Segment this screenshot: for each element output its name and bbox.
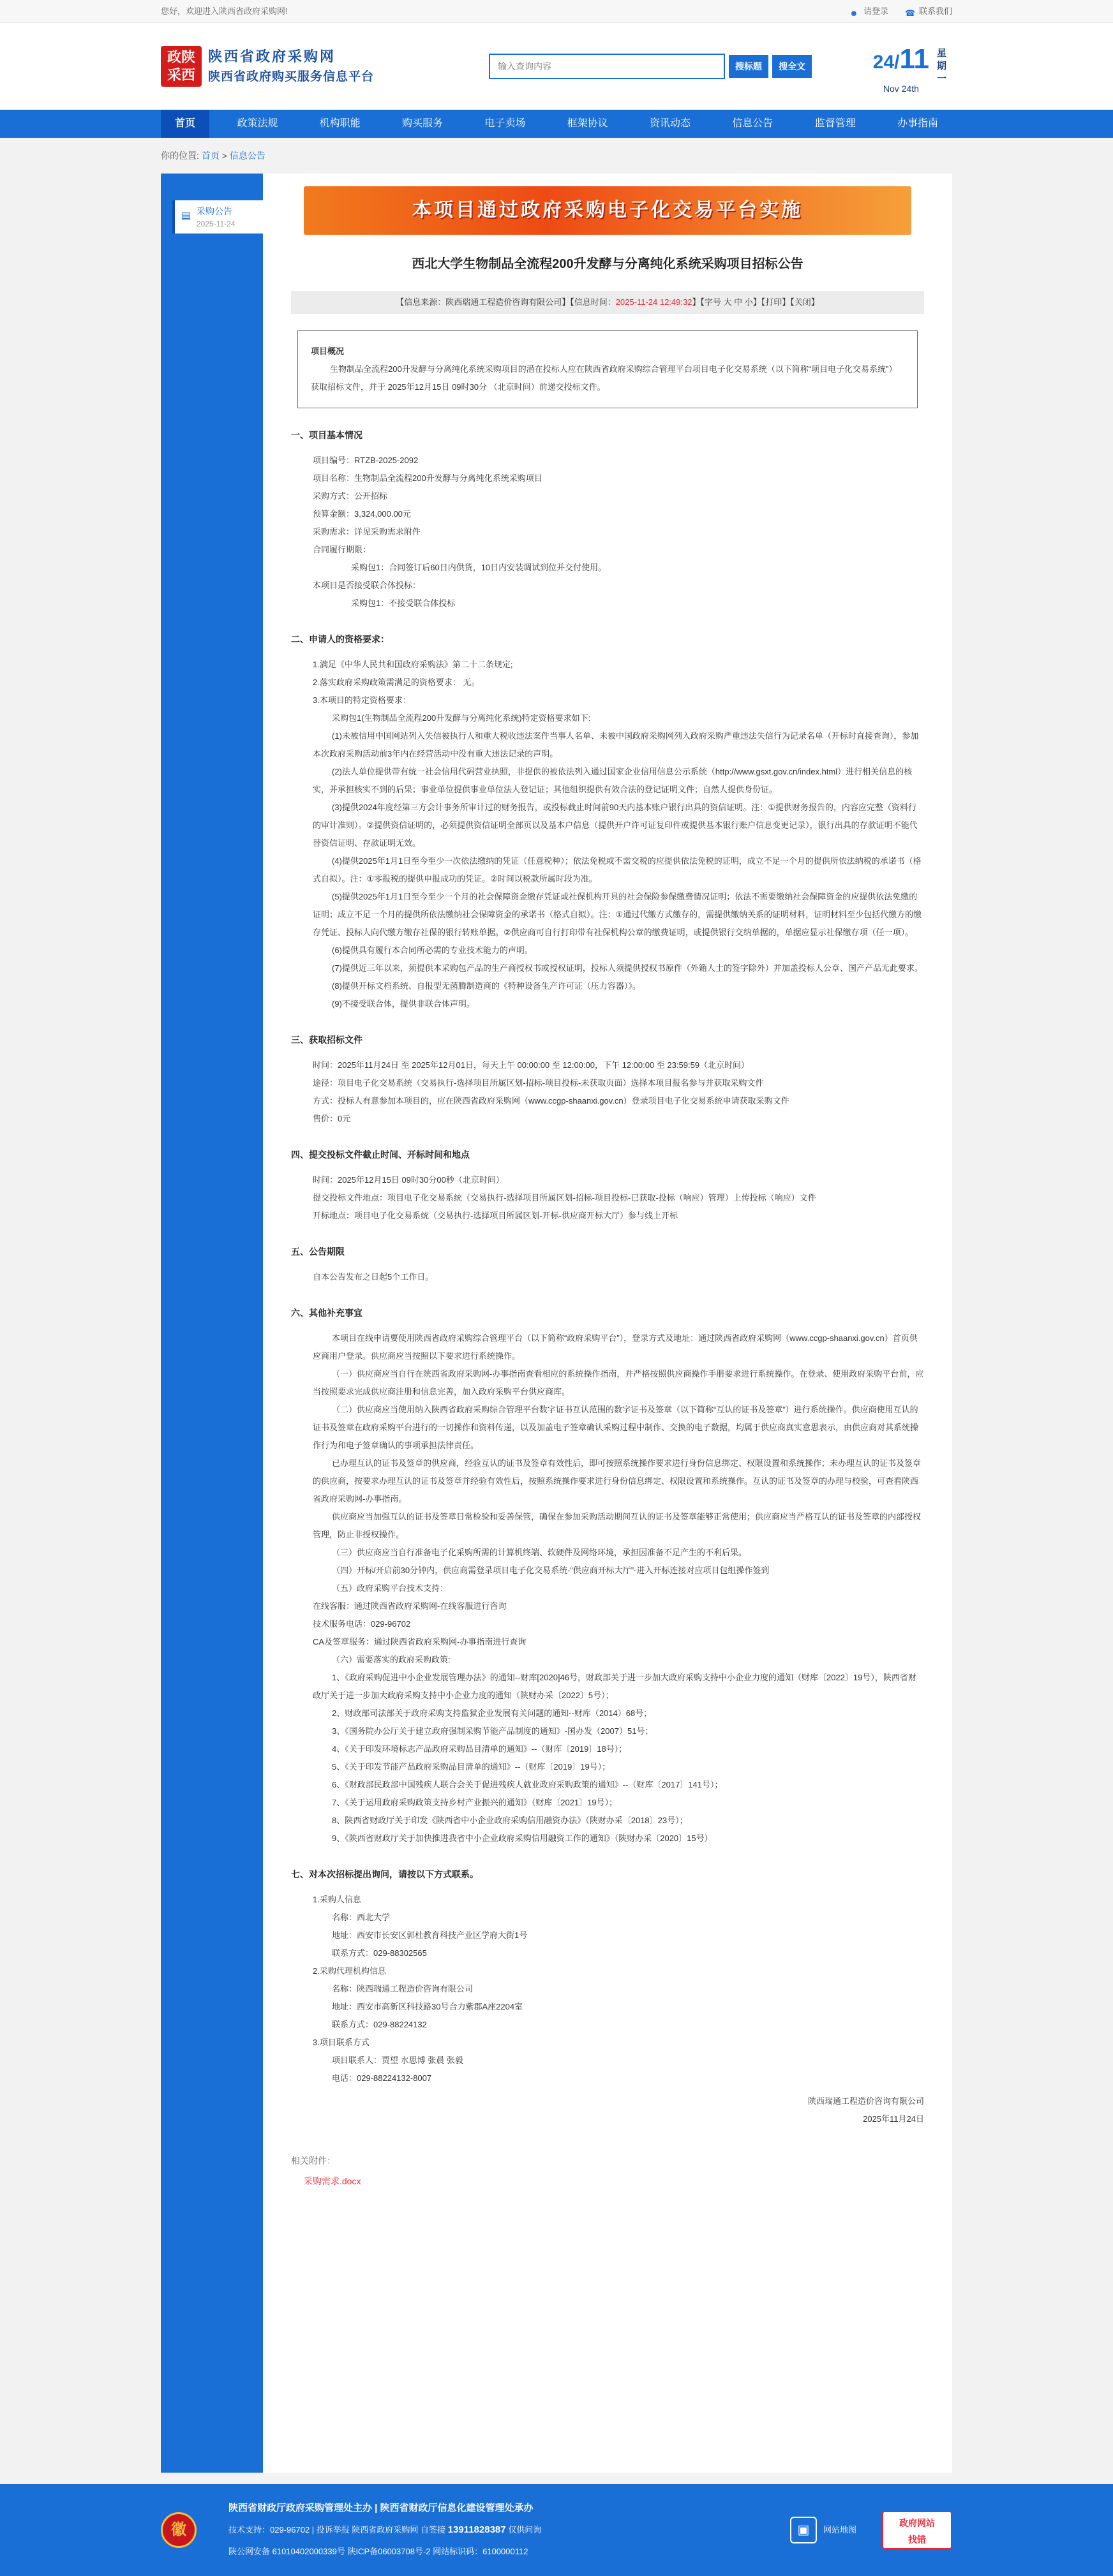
section-get-docs: 三、获取招标文件 时间：2025年11月24日 至 2025年12月01日，每天上午 00:00:00 至 12:00:00，下午 12:00:00 至 23:59:59（北京时间） 途径：项目电子化交易系统（交易执行-选择项目所属区划-招标-项目投标-未获取页面）选择本项目报名参与并获取采购文件 方式：投标人有意参加本项目的，应在陕西省政府采购网（www.ccgp-shaanxi.gov.cn）登录项目电子化交易系统申请获取采购文件 售价：0元	[291, 1031, 924, 1128]
nav-item[interactable]: 资讯动态	[649, 118, 691, 129]
date-day: 11	[899, 43, 929, 75]
section-qualifications: 二、申请人的资格要求： 1.满足《中华人民共和国政府采购法》第二十二条规定; 2.落实政府采购政策需满足的资格要求： 无。 3.本项目的特定资格要求： 采购包1(生物制品全流程200升发酵与分离纯化系统)特定资格要求如下: (1)未被信用中国网站列入失信被执行人和重大税收违法案件当事人名单、未被中国政府采购网列入政府采购严重违法失信行为记录名单（开标时直接查询），参加本次政府采购活动前3年内在经营活动中没有重大违法记录的声明。 (2)法人单位提供带有统一社会信用代码营业执照，非提供的被依法列入通过国家企业信用信息公示系统（http://www.gsxt.gov.cn/index.html）进行相关信息的核实，并承担核实不到的后果；事业单位提供事业单位法人登记证；其他组织提供有效合法的登记证明文件；自然人提供身份证。 (3)提供2024年度经第三方会计事务所审计过的财务报告，或投标截止时间前90天内基本账户银行出具的资信证明。注：①提供财务报告的，内容应完整（资料行的审计准则）。②提供资信证明的，必须提供资信证明全部页以及基本户信息（提供开户许可证复印件或提供基本银行账户信息变更记录），银行出具的存款证明不能代替资信证明、存款证明无效。 (4)提供2025年1月1日至今至少一次依法缴纳的凭证（任意税种）；依法免税或不需交税的应提供依法免税的证明，成立不足一个月的提供所依法纳税的承诺书（格式自拟）。注：①零报税的提供申报成功的凭证。②时间以税款所属时段为准。 (5)提供2025年1月1日至今至少一个月的社会保障资金缴存凭证或社保机构开具的社会保险参保缴费情况证明；依法不需要缴纳社会保障资金的应提供依法免缴的证明；成立不足一个月的提供所依法缴纳社会保障资金的承诺书（格式自拟）。注：①通过代缴方式缴存的，需提供缴纳关系的证明材料，证明材料至少包括代缴方的缴存凭证、投标人向代缴方缴存社保的银行转账单据。②供应商可自行打印带有社保机构公章的缴费证明，或提供银行交纳单据的，单据应显示社保缴存项（任一项）。 (6)提供具有履行本合同所必需的专业技术能力的声明。 (7)提供近三年以来，须提供本采购包产品的生产商授权书或授权证明，投标人须提供授权书原件（外籍人士的签字除外）并加盖投标人公章、国产产品无此要求。 (8)提供开标文档系统、自报型无菌腾制造商的《特种设备生产许可证（压力容器）》。 (9)不接受联合体，提供非联合体声明。	[291, 630, 924, 1013]
qualification-line: 2.落实政府采购政策需满足的资格要求： 无。	[313, 677, 480, 687]
search-input[interactable]	[489, 54, 725, 79]
nav-item[interactable]: 机构职能	[319, 118, 361, 129]
support-line: 在线客服：通过陕西省政府采购网-在线客服进行咨询	[313, 1601, 507, 1611]
site-logo[interactable]	[161, 45, 374, 87]
breadcrumb-sep: >	[221, 151, 227, 161]
sign-date: 2025年11月24日	[863, 2114, 924, 2124]
paragraph: 已办理互认的证书及签章的供应商，经验互认的证书及签章有效性后，即可按照系统操作要求进行身份信息绑定、权限设置和系统操作；未办理互认的证书及签章的供应商，按要求办理互认的证书及签章并经验有效性后，按照系统操作要求进行身份信息绑定、权限设置和系统操作。互认的证书及签章的办理与校验，可查看陕西省政府采购网-办事指南。	[313, 1458, 922, 1504]
date-en: Nov 24th	[883, 84, 919, 94]
qualification-line: 3.本项目的特定资格要求：	[313, 695, 411, 705]
nav-item[interactable]: 首页	[161, 110, 209, 138]
nav-item[interactable]: 监督管理	[814, 118, 856, 129]
site-name: 陕西省政府采购网	[208, 48, 336, 65]
welcome-text: 您好，欢迎进入陕西省政府采购网!	[161, 6, 288, 16]
project-summary: 项目概况 生物制品全流程200升发酵与分离纯化系统采购项目的潜在投标人应在陕西省政府采购综合管理平台项目电子化交易系统（以下简称“项目电子化交易系统”）获取招标文件，并于 2025年12月15日 09时30分 （北京时间）前递交投标文件。	[297, 330, 918, 408]
info-line: 合同履行期限：	[313, 545, 371, 554]
info-line: 提交投标文件地点：项目电子化交易系统（交易执行-选择项目所属区划-招标-项目投标-已获取-投标（响应）管理）上传投标（响应）文件	[313, 1193, 816, 1203]
page-title: 西北大学生物制品全流程200升发酵与分离纯化系统采购项目招标公告	[412, 257, 803, 271]
contact-line: 名称：陕西瑞通工程造价咨询有限公司	[332, 1984, 474, 1994]
login-link[interactable]: ☻ 请登录	[849, 6, 888, 18]
info-line: 采购方式：公开招标	[313, 491, 388, 501]
section-contact: 七、对本次招标提出询问，请按以下方式联系。 1.采购人信息 名称：西北大学 地址：西安市长安区郭杜教育科技产业区学府大街1号 联系方式：029-88302565 2.采购代理机构信息 名称：陕西瑞通工程造价咨询有限公司 地址：西安市高新区科技路30号合力紫郡A座2204室 联系方式：029-88224132 3.项目联系方式 项目联系人：贾望 水思博 张晨 张毅 电话：029-88224132-8007 陕西瑞通工程造价咨询有限公司 2025年11月24日	[291, 1865, 924, 2128]
qualification-line: 1.满足《中华人民共和国政府采购法》第二十二条规定;	[313, 660, 513, 669]
info-line: 项目名称：生物制品全流程200升发酵与分离纯化系统采购项目	[313, 473, 542, 483]
sidebar	[161, 174, 263, 2473]
policy-item: 4、《关于印发环境标志产品政府采购品目清单的通知》--（财库〔2019〕18号）；	[332, 1744, 627, 1754]
map-icon: ▣	[790, 2517, 817, 2543]
user-icon: ☻	[849, 8, 858, 18]
contact-line: 联系方式：029-88224132	[332, 2020, 427, 2029]
info-line: 时间：2025年11月24日 至 2025年12月01日，每天上午 00:00:00 至 12:00:00，下午 12:00:00 至 23:59:59（北京时间）	[313, 1060, 750, 1070]
search-bar	[489, 54, 812, 79]
policy-item: 1、《政府采购促进中小企业发展管理办法》的通知--财库[2020]46号，财政部关于进一步加大政府采购支持中小企业力度的通知（财库〔2022〕19号），陕西省财政厅关于进一步加大政府采购支持中小企业力度的通知（陕财办采〔2022〕5号）；	[313, 1673, 916, 1700]
nav-item[interactable]: 框架协议	[567, 118, 608, 129]
policy-item: 2、财政部司法部关于政府采购支持监狱企业发展有关问题的通知--财库（2014）68号；	[332, 1708, 652, 1718]
support-line: 技术服务电话：029-96702	[313, 1619, 411, 1629]
contact-link[interactable]: ☎ 联系我们	[904, 6, 952, 18]
paragraph: （四）开标/开启前30分钟内，供应商需登录项目电子化交易系统-“供应商开标大厅”-进入开标连接对应项目包组操作签到	[332, 1566, 770, 1575]
nav-item[interactable]: 政策法规	[237, 118, 278, 129]
top-bar	[0, 0, 1113, 23]
footer-org: 陕西省财政厅政府采购管理处主办 | 陕西省财政厅信息化建设管理处承办	[228, 2503, 534, 2513]
paragraph: （五）政府采购平台技术支持：	[332, 1583, 449, 1593]
qualification-item: (9)不接受联合体，提供非联合体声明。	[332, 999, 475, 1009]
contact-line: 联系方式：029-88302565	[332, 1948, 427, 1958]
contact-line: 地址：西安市长安区郭杜教育科技产业区学府大街1号	[332, 1930, 528, 1940]
support-line: CA及签章服务：通过陕西省政府采购网-办事指南进行查询	[313, 1637, 527, 1647]
info-line: 时间：2025年12月15日 09时30分00秒（北京时间）	[313, 1175, 504, 1185]
sitemap-link[interactable]: ▣ 网站地图	[790, 2517, 856, 2543]
contact-line: 项目联系人：贾望 水思博 张晨 张毅	[332, 2055, 463, 2065]
info-line: 开标地点：项目电子化交易系统（交易执行-选择项目所属区划-开标-供应商开标大厅）参与线上开标	[313, 1211, 678, 1220]
nav-item[interactable]: 办事指南	[897, 118, 938, 129]
qualification-item: (8)提供开标文档系统、自报型无菌腾制造商的《特种设备生产许可证（压力容器）》。	[332, 981, 641, 991]
main-nav	[0, 110, 1113, 138]
banner: 本项目通过政府采购电子化交易平台实施	[304, 186, 911, 235]
signature: 陕西瑞通工程造价咨询有限公司	[807, 2096, 924, 2106]
logo-mark: 政陕 采西	[161, 46, 202, 87]
footer-icp: 陕公网安备 61010402000339号 陕ICP备06003708号-2 网站标识码：6100000112	[228, 2547, 528, 2556]
search-title-button[interactable]: 搜标题	[729, 55, 768, 78]
section-period: 五、公告期限 自本公告发布之日起5个工作日。	[291, 1247, 434, 1282]
weekday: 星期一	[937, 48, 947, 84]
emblem-icon: 徽	[161, 2512, 197, 2548]
info-line: 预算金额：3,324,000.00元	[313, 509, 411, 519]
qualification-item: (3)提供2024年度经第三方会计事务所审计过的财务报告，或投标截止时间前90天内基本账户银行出具的资信证明。注：①提供财务报告的，内容应完整（资料行的审计准则）。②提供资信证明的，必须提供资信证明全部页以及基本户信息（提供开户许可证复印件或提供基本银行账户信息变更记录），银行出具的存款证明不能代替资信证明、存款证明无效。	[313, 803, 918, 848]
info-line: 途径：项目电子化交易系统（交易执行-选择项目所属区划-招标-项目投标-未获取页面）选择本项目报名参与并获取采购文件	[313, 1078, 764, 1088]
info-line: 采购需求：详见采购需求附件	[313, 527, 421, 537]
date-widget	[873, 37, 952, 96]
sidebar-item-announcement[interactable]	[172, 200, 263, 233]
section-deadline: 四、提交投标文件截止时间、开标时间和地点 时间：2025年12月15日 09时30分00秒（北京时间） 提交投标文件地点：项目电子化交易系统（交易执行-选择项目所属区划-招标-项目投标-已获取-投标（响应）管理）上传投标（响应）文件 开标地点：项目电子化交易系统（交易执行-选择项目所属区划-开标-供应商开标大厅）参与线上开标	[291, 1146, 924, 1225]
breadcrumb-label: 你的位置:	[161, 151, 199, 161]
qualification-item: (4)提供2025年1月1日至今至少一次依法缴纳的凭证（任意税种）；依法免税或不需交税的应提供依法免税的证明，成立不足一个月的提供所依法纳税的承诺书（格式自拟）。注：①零报税的提供申报成功的凭证。②时间以税款所属时段为准。	[313, 856, 922, 884]
header	[0, 23, 1113, 110]
contact-line: 名称：西北大学	[332, 1913, 391, 1922]
site-subtitle: 陕西省政府购买服务信息平台	[208, 70, 375, 84]
footer	[0, 2484, 1113, 2576]
paragraph: 供应商应当加强互认的证书及签章日常检验和妥善保管，确保在参加采购活动期间互认的证书及签章能够正常使用；供应商应当严格互认的证书及签章的内部授权管理，防止非授权操作。	[313, 1512, 922, 1539]
sidebar-item-date: 2025-11-24	[197, 219, 235, 228]
policy-item: 5、《关于印发节能产品政府采购品目清单的通知》--（财库〔2019〕19号）；	[332, 1762, 611, 1772]
qualification-item: (1)未被信用中国网站列入失信被执行人和重大税收违法案件当事人名单、未被中国政府采购网列入政府采购严重违法失信行为记录名单（开标时直接查询），参加本次政府采购活动前3年内在经营活动中没有重大违法记录的声明。	[313, 731, 919, 759]
section-basic-info: 一、项目基本情况 项目编号：RTZB-2025-2092 项目名称：生物制品全流程200升发酵与分离纯化系统采购项目 采购方式：公开招标 预算金额：3,324,000.00元 采购需求：详见采购需求附件 合同履行期限： 采购包1：合同签订后60日内供货，10日内安装调试到位并交付使用。 本项目是否接受联合体投标： 采购包1：不接受联合体投标	[291, 426, 924, 612]
policy-item: 9、《陕西省财政厅关于加快推进我省中小企业政府采购信用融资工作的通知》（陕财办采〔2020〕15号）	[332, 1833, 713, 1843]
info-line: 方式：投标人有意参加本项目的，应在陕西省政府采购网（www.ccgp-shaanxi.gov.cn）登录项目电子化交易系统申请获取采购文件	[313, 1096, 789, 1106]
breadcrumb	[0, 138, 1113, 174]
contact-line: 电话：029-88224132-8007	[332, 2073, 432, 2083]
main-area	[161, 174, 952, 2473]
breadcrumb-home[interactable]: 首页	[201, 151, 220, 161]
phone-icon: ☎	[904, 8, 916, 18]
paragraph: 本项目在线申请要使用陕西省政府采购综合管理平台（以下简称“政府采购平台”），登录方式及地址：通过陕西省政府采购网（www.ccgp-shaanxi.gov.cn）首页供应商用户登录。供应商应当按照以下要求进行系统操作。	[313, 1333, 918, 1361]
article-meta: 【信息来源：陕西瑞通工程造价咨询有限公司】【信息时间：2025-11-24 12:49:32】【字号 大 中 小】【打印】【关闭】	[291, 291, 924, 314]
paragraph: （三）供应商应当自行准备电子化采购所需的计算机终端、软硬件及网络环境，承担因准备不足产生的不利后果。	[332, 1548, 747, 1557]
policy-item: 3、《国务院办公厅关于建立政府强制采购节能产品制度的通知》-国办发（2007）51号；	[332, 1726, 654, 1736]
info-line: 售价：0元	[313, 1114, 351, 1123]
qualification-item: (6)提供具有履行本合同所必需的专业技术能力的声明。	[332, 945, 533, 955]
section-other: 六、其他补充事宜 本项目在线申请要使用陕西省政府采购综合管理平台（以下简称“政府采购平台”），登录方式及地址：通过陕西省政府采购网（www.ccgp-shaanxi.gov.cn）首页供应商用户登录。供应商应当按照以下要求进行系统操作。 （一）供应商应当自行在陕西省政府采购网-办事指南查看相应的系统操作指南，并严格按照供应商操作手册要求进行系统操作。在登录、使用政府采购平台前，应当按照要求完成供应商注册和信息完善，加入政府采购平台供应商库。 （二）供应商应当使用纳入陕西省政府采购综合管理平台数字证书互认范围的数字证书及签章（以下简称“互认的证书及签章”）进行系统操作。供应商使用互认的证书及签章在政府采购平台进行的一切操作和资料传递，以及加盖电子签章确认采购过程中制作、交换的电子数据，均属于供应商真实意思表示，由供应商对其系统操作行为和电子签章确认的事项承担法律责任。 已办理互认的证书及签章的供应商，经验互认的证书及签章有效性后，即可按照系统操作要求进行身份信息绑定、权限设置和系统操作；未办理互认的证书及签章的供应商，按要求办理互认的证书及签章并经验有效性后，按照系统操作要求进行身份信息绑定、权限设置和系统操作。互认的证书及签章的办理与校验，可查看陕西省政府采购网-办事指南。 供应商应当加强互认的证书及签章日常检验和妥善保管，确保在参加采购活动期间互认的证书及签章能够正常使用；供应商应当严格互认的证书及签章的内部授权管理，防止非授权操作。 （三）供应商应当自行准备电子化采购所需的计算机终端、软硬件及网络环境，承担因准备不足产生的不利后果。 （四）开标/开启前30分钟内，供应商需登录项目电子化交易系统-“供应商开标大厅”-进入开标连接对应项目包组操作签到 （五）政府采购平台技术支持： 在线客服：通过陕西省政府采购网-在线客服进行咨询 技术服务电话：029-96702 CA及签章服务：通过陕西省政府采购网-办事指南进行查询 （六）需要落实的政府采购政策: 1、《政府采购促进中小企业发展管理办法》的通知--财库[2020]46号，财政部关于进一步加大政府采购支持中小企业力度的通知（财库〔2022〕19号），陕西省财政厅关于进一步加大政府采购支持中小企业力度的通知（陕财办采〔2022〕5号）； 2、财政部司法部关于政府采购支持监狱企业发展有关问题的通知--财库（2014）68号； 3、《国务院办公厅关于建立政府强制采购节能产品制度的通知》-国办发（2007）51号； 4、《关于印发环境标志产品政府采购品目清单的通知》--（财库〔2019〕18号）； 5、《关于印发节能产品政府采购品目清单的通知》--（财库〔2019〕19号）； 6、《财政部民政部中国残疾人联合会关于促进残疾人就业政府采购政策的通知》--（财库〔2017〕141号）； 7、《关于运用政府采购政策支持乡村产业振兴的通知》（财库〔2021〕19号）； 8、陕西省财政厅关于印发《陕西省中小企业政府采购信用融资办法》（陕财办采〔2018〕23号）； 9、《陕西省财政厅关于加快推进我省中小企业政府采购信用融资工作的通知》（陕财办采〔2020〕15号）	[291, 1304, 924, 1847]
paragraph: （一）供应商应当自行在陕西省政府采购网-办事指南查看相应的系统操作指南，并严格按照供应商操作手册要求进行系统操作。在登录、使用政府采购平台前，应当按照要求完成供应商注册和信息完善，加入政府采购平台供应商库。	[313, 1369, 924, 1396]
attachment-link[interactable]: 采购需求.docx	[304, 2176, 361, 2187]
paragraph: （二）供应商应当使用纳入陕西省政府采购综合管理平台数字证书互认范围的数字证书及签章（以下简称“互认的证书及签章”）进行系统操作。供应商使用互认的证书及签章在政府采购平台进行的一切操作和资料传递，以及加盖电子签章确认采购过程中制作、交换的电子数据，均属于供应商真实意思表示，由供应商对其系统操作行为和电子签章确认的事项承担法律责任。	[313, 1405, 919, 1450]
policy-item: 6、《财政部民政部中国残疾人联合会关于促进残疾人就业政府采购政策的通知》--（财库〔2017〕141号）；	[332, 1780, 723, 1789]
policy-item: 8、陕西省财政厅关于印发《陕西省中小企业政府采购信用融资办法》（陕财办采〔2018〕23号）；	[332, 1816, 688, 1825]
breadcrumb-current[interactable]: 信息公告	[229, 151, 265, 161]
qualification-item: (5)提供2025年1月1日至今至少一个月的社会保障资金缴存凭证或社保机构开具的社会保险参保缴费情况证明；依法不需要缴纳社会保障资金的应提供依法免缴的证明；成立不足一个月的提供所依法缴纳社会保障资金的承诺书（格式自拟）。注：①通过代缴方式缴存的，需提供缴纳关系的证明材料，证明材料至少包括代缴方的缴存凭证、投标人向代缴方缴存社保的银行转账单据。②供应商可自行打印带有社保机构公章的缴费证明，或提供银行交纳单据的，单据应显示社保缴存项（任一项）。	[313, 892, 922, 937]
qualification-item: (7)提供近三年以来，须提供本采购包产品的生产商授权书或授权证明，投标人须提供授权书原件（外籍人士的签字除外）并加盖投标人公章、国产产品无此要求。	[332, 963, 923, 973]
document-icon: ▤	[181, 211, 191, 221]
publish-time: 2025-11-24 12:49:32	[615, 297, 692, 307]
search-fulltext-button[interactable]: 搜全文	[772, 55, 812, 78]
gov-error-report-button[interactable]: 政府网站 找错	[882, 2511, 952, 2549]
attachments: 相关附件： 采购需求.docx	[291, 2154, 924, 2189]
policy-item: 7、《关于运用政府采购政策支持乡村产业振兴的通知》（财库〔2021〕19号）；	[332, 1798, 618, 1807]
sidebar-item-label: 采购公告	[197, 206, 232, 216]
qualification-item: (2)法人单位提供带有统一社会信用代码营业执照，非提供的被依法列入通过国家企业信用信息公示系统（http://www.gsxt.gov.cn/index.html）进行相关信息的核实，并承担核实不到的后果；事业单位提供事业单位法人登记证；其他组织提供有效合法的登记证明文件；自然人提供身份证。	[313, 767, 913, 794]
contact-line: 地址：西安市高新区科技路30号合力紫郡A座2204室	[332, 2002, 523, 2011]
date-month: 24/	[872, 51, 900, 73]
nav-item[interactable]: 电子卖场	[484, 118, 526, 129]
nav-item[interactable]: 信息公告	[732, 118, 773, 129]
info-line: 项目编号：RTZB-2025-2092	[313, 455, 419, 465]
meta-tools[interactable]: 】【字号 大 中 小】【打印】【关闭】	[692, 297, 819, 307]
nav-item[interactable]: 购买服务	[401, 118, 443, 129]
footer-support: 技术支持：029-96702 | 投诉举报 陕西省政府采购网 自签接 13911828387 仅供问询	[228, 2524, 542, 2535]
article	[263, 174, 952, 2473]
